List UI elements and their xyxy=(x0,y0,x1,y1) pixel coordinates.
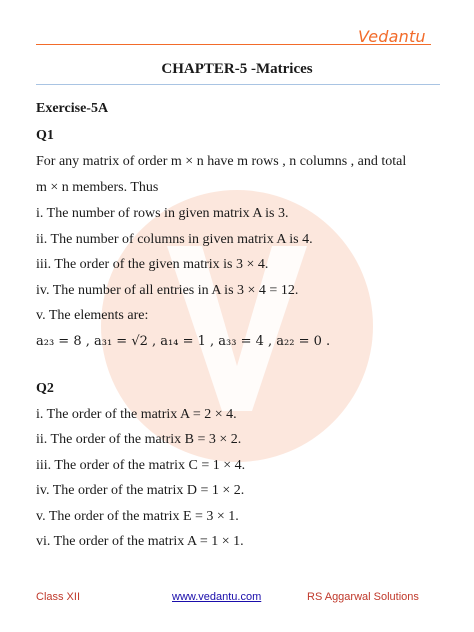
vedantu-logo: Vedantu xyxy=(358,27,426,46)
q2-item-5: v. The order of the matrix E = 3 × 1. xyxy=(36,509,239,524)
q1-item-3: iii. The order of the given matrix is 3 × 4. xyxy=(36,257,269,272)
q2-item-6: vi. The order of the matrix A = 1 × 1. xyxy=(36,534,244,549)
footer-class-label: Class XII xyxy=(36,591,81,603)
q1-item-1: i. The number of rows in given matrix A is 3. xyxy=(36,206,289,221)
header-rule xyxy=(36,44,431,45)
footer-book-title: RS Aggarwal Solutions xyxy=(307,591,419,603)
footer-website-link[interactable] xyxy=(172,591,261,603)
q2-item-3: iii. The order of the matrix C = 1 × 4. xyxy=(36,458,246,473)
q1-item-4: iv. The number of all entries in A is 3 × 4 = 12. xyxy=(36,283,299,298)
website-link[interactable]: www.vedantu.com xyxy=(172,591,262,603)
q1-intro-line-2: m × n members. Thus xyxy=(36,180,159,195)
chapter-title: CHAPTER-5 -Matrices xyxy=(161,61,313,77)
q1-label: Q1 xyxy=(36,128,54,143)
q2-item-1: i. The order of the matrix A = 2 × 4. xyxy=(36,407,237,422)
q1-item-5: v. The elements are: xyxy=(36,308,149,323)
q1-intro-line-1: For any matrix of order m × n have m rows , n columns , and total xyxy=(36,154,407,169)
q2-item-4: iv. The order of the matrix D = 1 × 2. xyxy=(36,483,245,498)
title-divider xyxy=(36,84,440,85)
q2-item-2: ii. The order of the matrix B = 3 × 2. xyxy=(36,432,242,447)
q2-label: Q2 xyxy=(36,381,54,396)
q1-item-2: ii. The number of columns in given matrix A is 4. xyxy=(36,232,313,247)
q1-elements-list: a₂₃ = 8 , a₃₁ = √2 , a₁₄ = 1 , a₃₃ = 4 , a₂₂ = 0 . xyxy=(36,334,331,349)
exercise-heading: Exercise-5A xyxy=(36,101,109,116)
